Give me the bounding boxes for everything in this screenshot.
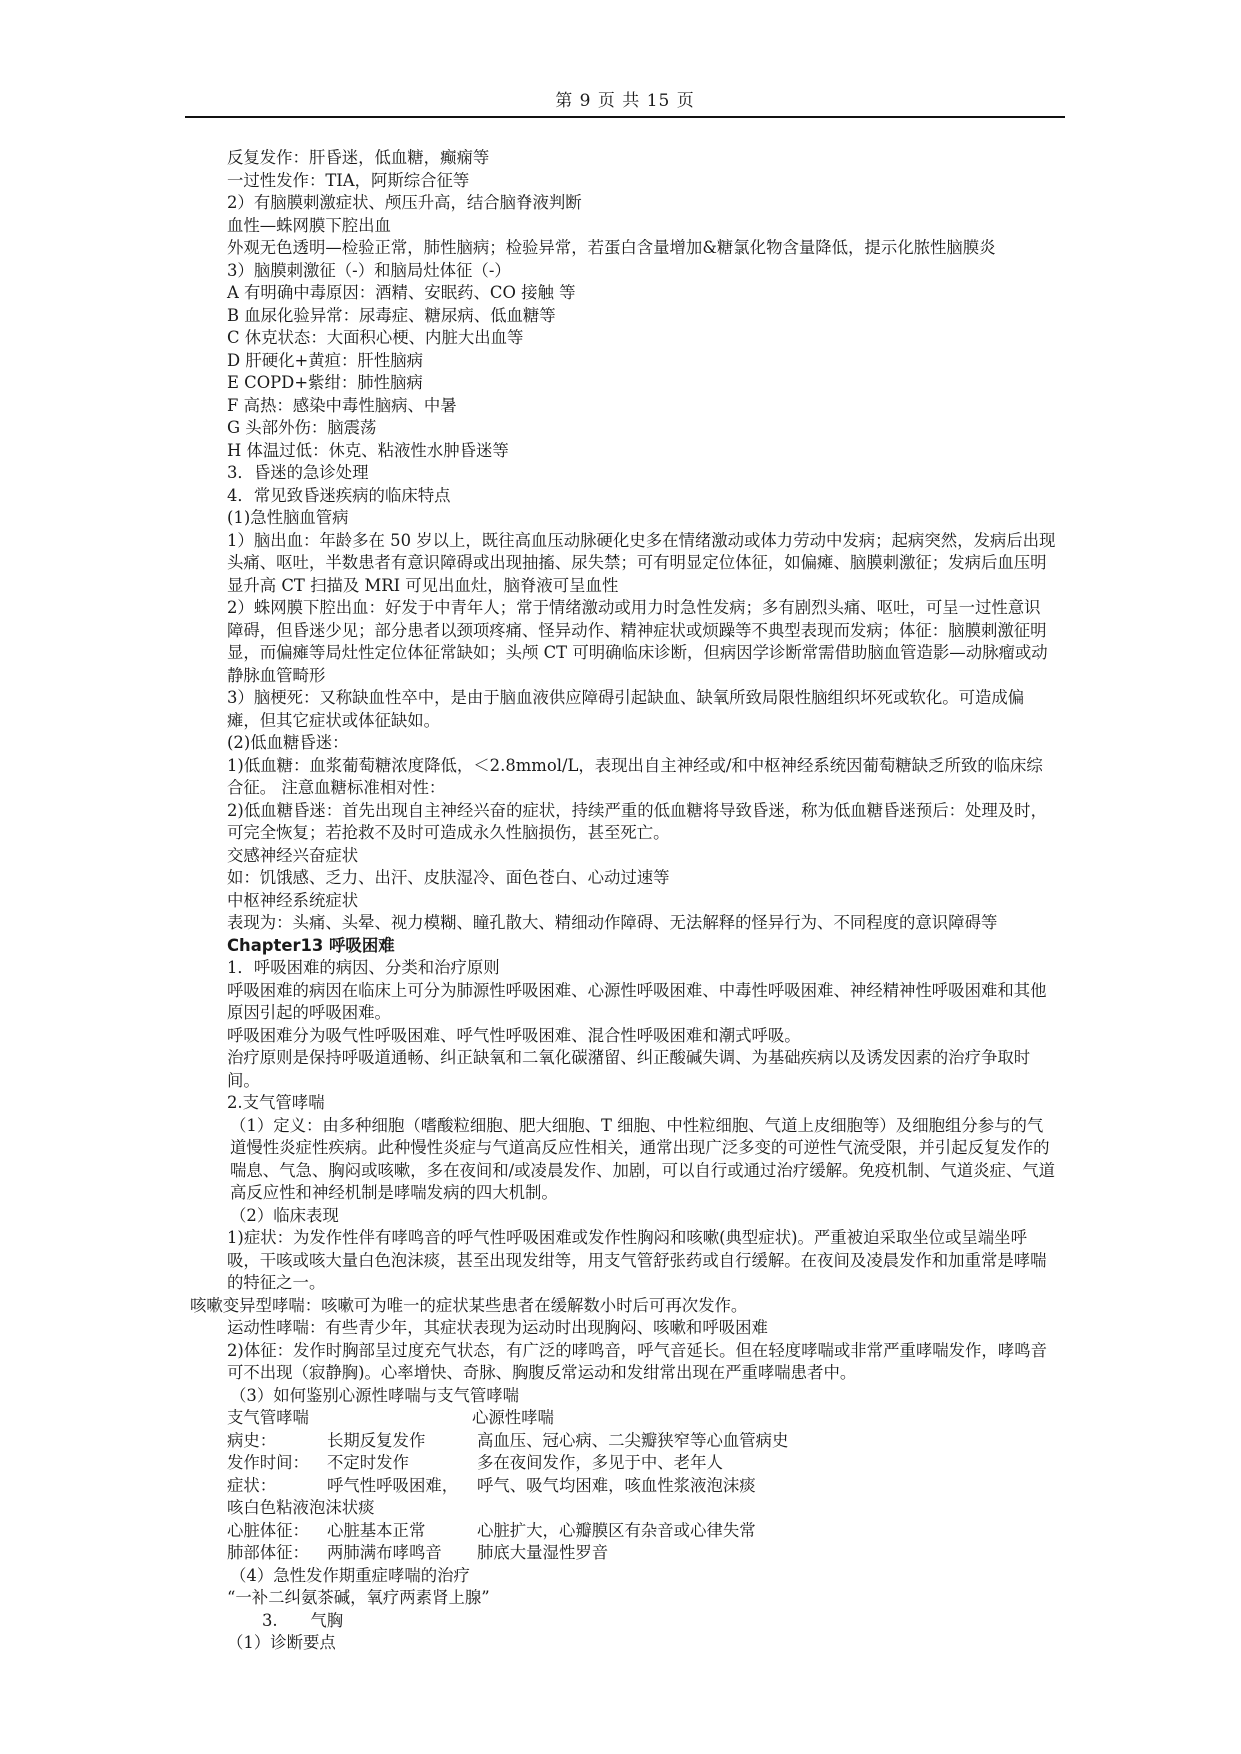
tail-lines <box>190 1565 1056 1655</box>
document-body <box>190 147 1056 1655</box>
cardiac-cell: 多在夜间发作，多见于中、老年人 <box>477 1453 723 1472</box>
text-line: 呼吸困难的病因在临床上可分为肺源性呼吸困难、心源性呼吸困难、中毒性呼吸困难、神经精神性呼吸困难和其他原因引起的呼吸困难。 <box>227 980 1047 1022</box>
text-line: D 肝硬化+黄疸：肝性脑病 <box>227 350 423 370</box>
text-line: 2)体征：发作时胸部呈过度充气状态，有广泛的哮鸣音，呼气音延长。但在轻度哮喘或非常严重哮喘发作，哮鸣音可不出现（寂静胸)。心率增快、奇脉、胸腹反常运动和发绀常出现在严重哮喘患者中。 <box>227 1340 1047 1382</box>
text-line: 外观无色透明—检验正常，肺性脑病；检验异常，若蛋白含量增加&糖氯化物含量降低，提示化脓性脑膜炎 <box>227 238 996 257</box>
text-line: （1）诊断要点 <box>227 1633 336 1652</box>
text-line: 3．昏迷的急诊处理 <box>227 463 369 482</box>
text-line: B 血尿化验异常：尿毒症、糖尿病、低血糖等 <box>227 305 556 325</box>
text-line: 2.支气管哮喘 <box>227 1093 325 1112</box>
row-label: 病史： <box>227 1430 277 1450</box>
text-line: 2）有脑膜刺激症状、颅压升高，结合脑脊液判断 <box>227 193 582 212</box>
text-line: 1．呼吸困难的病因、分类和治疗原则 <box>227 958 500 977</box>
text-line: 3. 气胸 <box>262 1610 344 1630</box>
row-label: 症状： <box>227 1475 277 1495</box>
comparison-table <box>190 1407 1056 1565</box>
text-line: 反复发作：肝昏迷，低血糖，癫痫等 <box>227 148 490 167</box>
text-line: 运动性哮喘：有些青少年，其症状表现为运动时出现胸闷、咳嗽和呼吸困难 <box>227 1318 768 1337</box>
table-row <box>227 1542 1056 1565</box>
text-line: 交感神经兴奋症状 <box>227 845 359 865</box>
text-line: 中枢神经系统症状 <box>227 890 359 910</box>
table-row <box>227 1520 1056 1543</box>
text-line: （2）临床表现 <box>230 1205 339 1225</box>
text-line: A 有明确中毒原因：酒精、安眠药、CO 接触 等 <box>227 283 576 302</box>
cardiac-cell: 高血压、冠心病、二尖瓣狭窄等心血管病史 <box>477 1430 789 1450</box>
asthma-cell: 心脏基本正常 <box>327 1520 426 1540</box>
text-line: 2)低血糖昏迷：首先出现自主神经兴奋的症状，持续严重的低血糖将导致昏迷，称为低血糖昏迷预后：处理及时，可完全恢复；若抢救不及时可造成永久性脑损伤，甚至死亡。 <box>227 800 1047 842</box>
text-line: “一补二纠氨茶碱，氧疗两素肾上腺” <box>227 1588 490 1607</box>
table-row <box>227 1430 1056 1453</box>
table-head-asthma: 支气管哮喘 <box>227 1408 309 1427</box>
text-line: 血性—蛛网膜下腔出血 <box>227 215 391 235</box>
table-head-cardiac: 心源性哮喘 <box>472 1408 554 1427</box>
text-line: 呼吸困难分为吸气性呼吸困难、呼气性呼吸困难、混合性呼吸困难和潮式呼吸。 <box>227 1025 801 1045</box>
row-label: 发作时间： <box>227 1453 309 1472</box>
table-header-row <box>227 1407 1056 1430</box>
text-line: 治疗原则是保持呼吸道通畅、纠正缺氧和二氧化碳潴留、纠正酸碱失调、为基础疾病以及诱发因素的治疗争取时间。 <box>227 1048 1031 1090</box>
text-line: Chapter13 呼吸困难 <box>227 935 395 955</box>
text-line: H 体温过低：休克、粘液性水肿昏迷等 <box>227 440 509 460</box>
text-line: G 头部外伤：脑震荡 <box>227 418 377 437</box>
asthma-cell: 两肺满布哮鸣音 <box>327 1543 442 1562</box>
text-line: 4．常见致昏迷疾病的临床特点 <box>227 485 451 505</box>
asthma-cell: 呼气性呼吸困难， <box>327 1475 459 1495</box>
text-line: 1)低血糖：血浆葡萄糖浓度降低，＜2.8mmol/L，表现出自主神经或/和中枢神经系统因葡萄糖缺乏所致的临床综合征。 注意血糖标准相对性： <box>227 755 1043 797</box>
text-line: （3）如何鉴别心源性哮喘与支气管哮喘 <box>230 1385 520 1405</box>
text-line: （1）定义：由多种细胞（嗜酸粒细胞、肥大细胞、T 细胞、中性粒细胞、气道上皮细胞等）及细胞组分参与的气道慢性炎症性疾病。此种慢性炎症与气道高反应性相关，通常出现广泛多变的可逆性气流受限，并引起反复发作的喘息、气急、胸闷或咳嗽，多在夜间和/或凌晨发作、加剧，可以自行或通过治疗缓解。免疫机制、气道炎症、气道高反应性和神经机制是哮喘发病的四大机制。 <box>230 1115 1056 1202</box>
asthma-cell: 长期反复发作 <box>327 1430 426 1450</box>
row-label: 肺部体征： <box>227 1543 309 1562</box>
text-line: 3）脑膜刺激征（-）和脑局灶体征（-） <box>227 260 511 280</box>
text-line: C 休克状态：大面积心梗、内脏大出血等 <box>227 328 524 347</box>
text-line: 1）脑出血：年龄多在 50 岁以上，既往高血压动脉硬化史多在情绪激动或体力劳动中发病；起病突然，发病后出现头痛、呕吐，半数患者有意识障碍或出现抽搐、尿失禁；可有明显定位体征，如偏瘫、脑膜刺激征；发病后血压明显升高 CT 扫描及 MRI 可见出血灶，脑脊液可呈血性 <box>227 530 1056 595</box>
text-line: F 高热：感染中毒性脑病、中暑 <box>227 395 457 415</box>
table-row <box>227 1475 1056 1498</box>
row-label: 心脏体征： <box>227 1520 309 1540</box>
text-line: 一过性发作：TIA，阿斯综合征等 <box>227 170 470 190</box>
text-line: 咳嗽变异型哮喘：咳嗽可为唯一的症状某些患者在缓解数小时后可再次发作。 <box>190 1295 748 1315</box>
text-lines <box>190 147 1056 1407</box>
table-row <box>227 1452 1056 1475</box>
text-line: 表现为：头痛、头晕、视力模糊、瞳孔散大、精细动作障碍、无法解释的怪异行为、不同程度的意识障碍等 <box>227 913 998 932</box>
cardiac-cell: 肺底大量湿性罗音 <box>477 1543 609 1562</box>
page-header: 第 9 页 共 15 页 <box>555 91 695 111</box>
text-line: 如：饥饿感、乏力、出汗、皮肤湿冷、面色苍白、心动过速等 <box>227 868 670 887</box>
text-line: 2）蛛网膜下腔出血：好发于中青年人；常于情绪激动或用力时急性发病；多有剧烈头痛、呕吐，可呈一过性意识障碍，但昏迷少见；部分患者以颈项疼痛、怪异动作、精神症状或烦躁等不典型表现而发病；体征：脑膜刺激征明显，而偏瘫等局灶性定位体征常缺如；头颅 CT 可明确临床诊断，但病因学诊断常需借助脑血管造影—动脉瘤或动静脉血管畸形 <box>227 598 1048 685</box>
header-rule <box>185 116 1065 118</box>
text-line: 3）脑梗死：又称缺血性卒中，是由于脑血液供应障碍引起缺血、缺氧所致局限性脑组织坏死或软化。可造成偏瘫，但其它症状或体征缺如。 <box>227 688 1025 730</box>
text-line: (2)低血糖昏迷： <box>227 733 349 752</box>
cardiac-cell: 呼气、吸气均困难，咳血性浆液泡沫痰 <box>477 1475 756 1495</box>
table-wrap-line: 咳白色粘液泡沫状痰 <box>227 1498 375 1517</box>
text-line: (1)急性脑血管病 <box>227 508 349 527</box>
text-line: 1)症状：为发作性伴有哮鸣音的呼气性呼吸困难或发作性胸闷和咳嗽(典型症状)。严重被迫采取坐位或呈端坐呼吸，干咳或咳大量白色泡沫痰，甚至出现发绀等，用支气管舒张药或自行缓解。在夜间及凌晨发作和加重常是哮喘的特征之一。 <box>227 1228 1047 1292</box>
asthma-cell: 不定时发作 <box>327 1453 409 1472</box>
text-line: （4）急性发作期重症哮喘的治疗 <box>230 1565 470 1585</box>
text-line: E COPD+紫绀：肺性脑病 <box>227 373 423 392</box>
cardiac-cell: 心脏扩大，心瓣膜区有杂音或心律失常 <box>477 1520 756 1540</box>
